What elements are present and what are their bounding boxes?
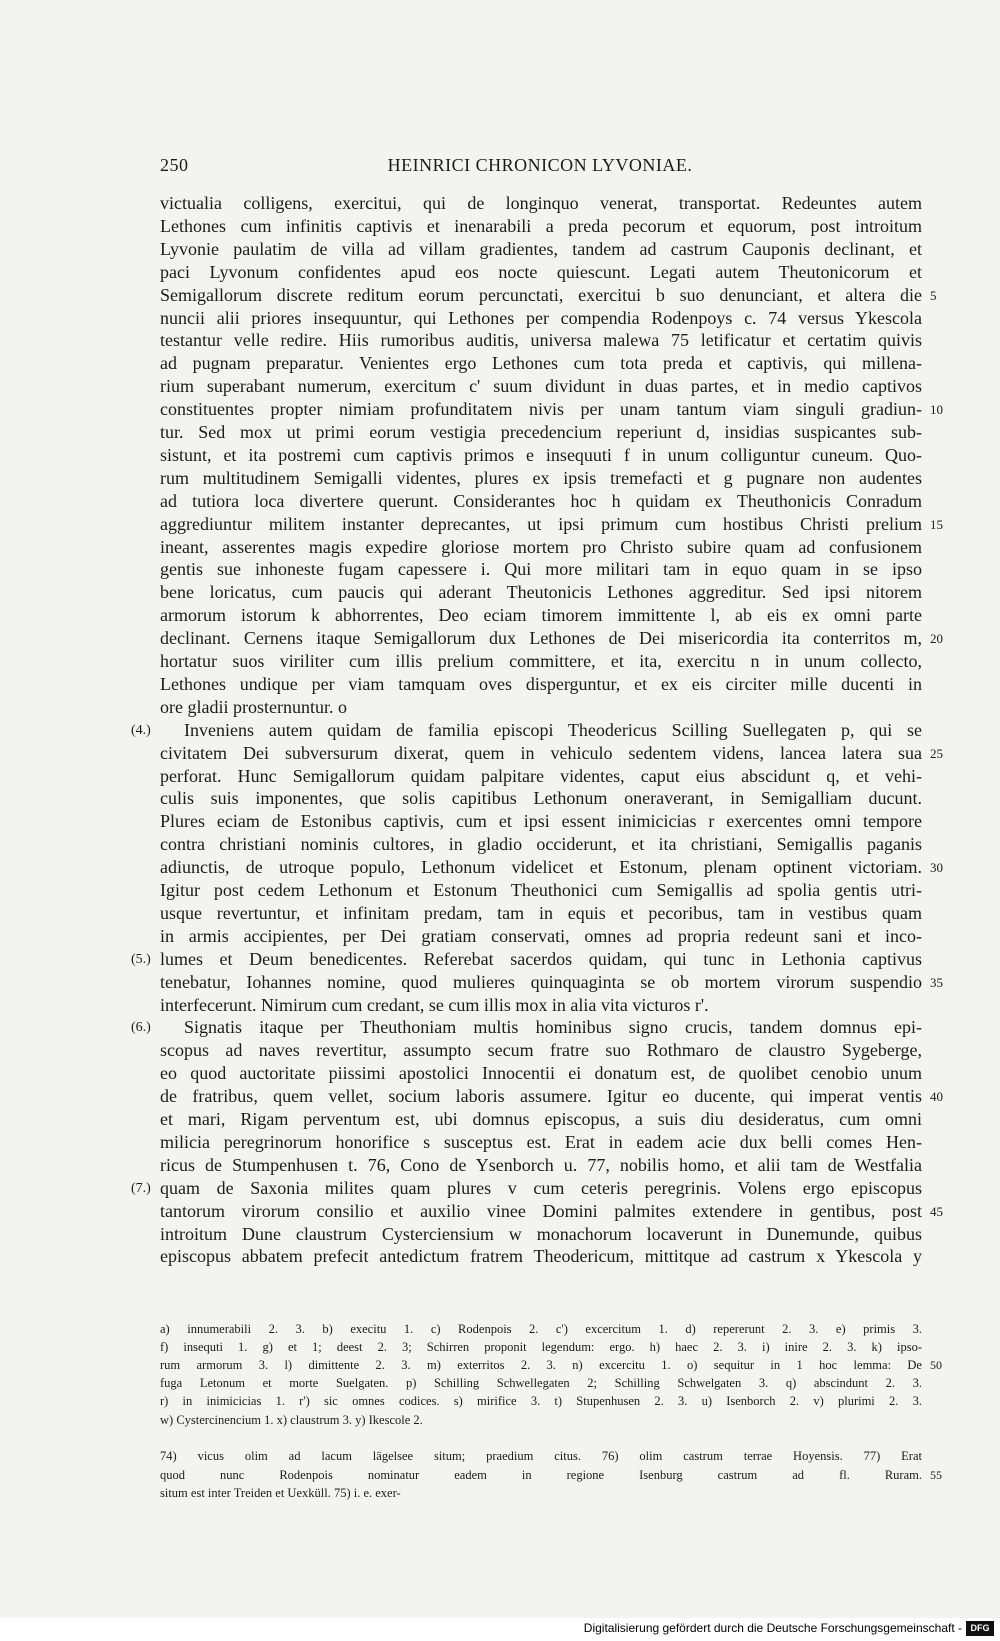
running-header — [160, 155, 920, 181]
text-line: testantur velle redire. Hiis rumoribus auditis, universa malewa 75 letificatur et certatim quivis — [160, 330, 922, 351]
section-marker: (7.) — [131, 1180, 151, 1196]
line-number: 45 — [930, 1203, 943, 1219]
text-line: gentis sue inhoneste fugam capessere i. Qui more militari tam in equo quam in se ipso — [160, 559, 922, 580]
text-line: de fratribus, quem vellet, socium laboris assumere. Igitur eo ducente, qui imperat ventis — [160, 1086, 922, 1107]
text-line: quam de Saxonia milites quam plures v cum ceteris peregrinis. Volens ergo episcopus — [160, 1177, 922, 1198]
text-line: paci Lyvonum confidentes apud eos nocte quiescunt. Legati autem Theutonicorum et — [160, 261, 922, 282]
text-line: nuncii alii priores insequuntur, qui Lethones per compendia Rodenpoys c. 74 versus Ykescola — [160, 307, 922, 328]
line-number: 20 — [930, 631, 943, 647]
text-line: ad tutiora loca divertere querunt. Considerantes hoc h quidam ex Theuthonicis Conradum — [160, 490, 922, 511]
text-line: hortatur suos viriliter cum illis prelium committere, et ita, exercitu n in unum collecto, — [160, 651, 922, 671]
text-line: victualia colligens, exercitui, qui de longinquo venerat, transportat. Redeuntes autem — [160, 193, 922, 213]
line-number: 50 — [930, 1358, 942, 1373]
commentary-note-line: quod nunc Rodenpois nominatur eadem in regione Isenburg castrum ad fl. Ruram. — [160, 1467, 922, 1482]
commentary-note-line: 74) vicus olim ad lacum lägelsee situm; praedium citus. 76) olim castrum terrae Hoyensis. 77) Erat — [160, 1449, 922, 1463]
text-line: perforat. Hunc Semigallorum quidam palpitare videntes, caput eius abscidunt q, et vehi- — [160, 765, 922, 786]
line-number: 30 — [930, 860, 943, 876]
text-line: rum multitudinem Semigalli videntes, plures ex ipsis tremefacti et g pugnare non audentes — [160, 467, 922, 488]
page-number: 250 — [160, 155, 189, 175]
text-line: in armis accipientes, per Dei gratiam conservati, omnes ad propria redeunt sani et inco- — [160, 925, 922, 946]
running-title: HEINRICI CHRONICON LYVONIAE. — [387, 155, 693, 175]
text-line: armorum istorum k abhorrentes, Deo eciam timorem immittente l, ab eis ex omni parte — [160, 605, 922, 626]
line-number: 5 — [930, 287, 937, 303]
text-line: milicia peregrinorum honorifice s susceptus est. Erat in eadem acie dux belli comes Hen- — [160, 1131, 922, 1152]
line-number: 55 — [930, 1467, 942, 1482]
text-line: Igitur post cedem Lethonum et Estonum Theuthonici cum Semigallis ad spolia gentis utri- — [160, 880, 922, 900]
line-number: 10 — [930, 402, 943, 418]
text-line: culis suis imponentes, que solis capitibus Lethonum oneraverant, in Semigalliam ducunt. — [160, 788, 922, 809]
text-line: et mari, Rigam perventum est, ubi domnus episcopus, a suis diu desideratus, cum omni — [160, 1109, 922, 1129]
text-line: contra christiani nominis cultores, in gladio occiderunt, et ita christiani, Semigallis paganis — [160, 834, 922, 855]
text-line: ricus de Stumpenhusen t. 76, Cono de Ysenborch u. 77, nobilis homo, et alii tam de Westfalia — [160, 1154, 922, 1175]
text-line: usque revertuntur, et infinitam predam, tam in equis et pecoribus, tam in vestibus quam — [160, 902, 922, 923]
variant-note-line: f) insequti 1. g) et 1; deest 2. 3; Schirren proponit legendum: ergo. h) haec 2. 3. i) inire 2. 3. k) ipso- — [160, 1340, 922, 1355]
text-line: eo quod auctoritate piissimi apostolici Innocentii ei donatum est, de quolibet cenobio unum — [160, 1063, 922, 1084]
text-line: civitatem Dei subversurum dixerat, quem in vehiculo sedentem videns, lancea latera sua — [160, 742, 922, 763]
text-line: constituentes propter nimiam profunditatem nivis per unam tantum viam singuli gradiun- — [160, 399, 922, 420]
line-number: 25 — [930, 745, 943, 761]
variant-note-line: fuga Letonum et morte Suelgaten. p) Schilling Schwellegaten 2; Schilling Schwelgaten 3. q) abscindunt 2. 3. — [160, 1376, 922, 1391]
section-marker: (6.) — [131, 1020, 151, 1036]
text-line: lumes et Deum benedicentes. Referebat sacerdos quidam, qui tunc in Lethonia captivus — [160, 948, 922, 969]
text-line: tantorum virorum consilio et auxilio vinee Domini palmites extendere in gentibus, post — [160, 1200, 922, 1221]
text-line: Inveniens autem quidam de familia episcopi Theodericus Scilling Suellegaten p, qui se — [184, 719, 922, 740]
text-line: ore gladii prosternuntur. o — [160, 696, 347, 717]
dfg-logo: DFG — [966, 1621, 994, 1636]
variant-note-line: r) in inimicicias 1. r') sic omnes codices. s) mirifice 3. t) Stupenhusen 2. 3. u) Isenborch 2. v) plurimi 2. 3. — [160, 1394, 922, 1409]
text-line: tur. Sed mox ut primi eorum vestigia precedencium reperiunt d, insidias suspicantes sub- — [160, 422, 922, 442]
line-number: 35 — [930, 974, 943, 990]
text-line: episcopus abbatem prefecit antedictum fratrem Theodericum, mittitque ad castrum x Ykescola y — [160, 1246, 922, 1267]
text-line: sistunt, et ita postremi cum captivis primos e insequuti f in unum colliguntur cuneum. Quo- — [160, 444, 922, 465]
variant-note-line: a) innumerabili 2. 3. b) execitu 1. c) Rodenpois 2. c') excercitum 1. d) repererunt 2. 3. e) primis 3. — [160, 1322, 922, 1336]
digitization-banner — [0, 1618, 1000, 1641]
text-line: ad pugnam preparatur. Venientes ergo Lethones cum tota preda et captivis, qui millena- — [160, 353, 922, 374]
text-line: introitum Dune claustrum Cysterciensium w monachorum locaverunt in Dunemunde, quibus — [160, 1223, 922, 1244]
line-number: 40 — [930, 1089, 943, 1105]
text-line: Plures eciam de Estonibus captivis, cum et ipsi essent inimicicias r exercentes omni tempore — [160, 811, 922, 832]
text-line: Semigallorum discrete reditum eorum percunctati, exercitui b suo denunciant, et altera die — [160, 284, 922, 305]
text-line: declinant. Cernens itaque Semigallorum dux Lethones de Dei misericordia ita conterritos m, — [160, 628, 922, 649]
text-line: adiunctis, de utroque populo, Lethonum videlicet et Estonum, plenam optinent victoriam. — [160, 857, 922, 878]
text-line: aggrediuntur militem instanter deprecantes, ut ipsi primum cum hostibus Christi prelium — [160, 513, 922, 534]
section-marker: (5.) — [131, 951, 151, 967]
text-line: Lethones cum infinitis captivis et inenarabili a preda pecorum et equorum, post introitum — [160, 215, 922, 236]
variant-note-line: w) Cystercinencium 1. x) claustrum 3. y) Ikescole 2. — [160, 1412, 423, 1427]
text-line: Lyvonie paulatim de villa ad villam gradientes, tandem ad castrum Cauponis declinant, et — [160, 238, 922, 259]
line-number: 15 — [930, 516, 943, 532]
text-line: Lethones undique per viam tamquam oves disperguntur, et ex eis circiter mille ducenti in — [160, 673, 922, 694]
variant-note-line: rum armorum 3. l) dimittente 2. 3. m) exterritos 2. 3. n) excercitu 1. o) sequitur in 1 hoc lemma: De — [160, 1358, 922, 1373]
text-line: interfecerunt. Nimirum cum credant, se cum illis mox in alia vita victuros r'. — [160, 994, 709, 1015]
text-line: scopus ad naves revertitur, assumpto secum fratre suo Rothmaro de claustro Sygeberge, — [160, 1040, 922, 1061]
text-line: rium superabant numerum, exercitum c' suum dividunt in duas partes, et in medio captivos — [160, 376, 922, 397]
funding-notice: Digitalisierung gefördert durch die Deutsche Forschungsgemeinschaft - — [583, 1621, 962, 1635]
text-line: ineant, asserentes magis expedire gloriose mortem pro Christo subire quam ad confusionem — [160, 536, 922, 557]
section-marker: (4.) — [131, 722, 151, 738]
text-line: tenebatur, Iohannes nomine, quod mulieres quinquaginta se ob mortem virorum suspendio — [160, 971, 922, 992]
commentary-note-line: situm est inter Treiden et Uexküll. 75) i. e. exer- — [160, 1486, 401, 1500]
text-line: bene loricatus, cum paucis qui aderant Theutonicis Lethones aggreditur. Sed ipsi nitorem — [160, 582, 922, 603]
text-line: Signatis itaque per Theuthoniam multis hominibus signo crucis, tandem domnus epi- — [184, 1017, 922, 1038]
